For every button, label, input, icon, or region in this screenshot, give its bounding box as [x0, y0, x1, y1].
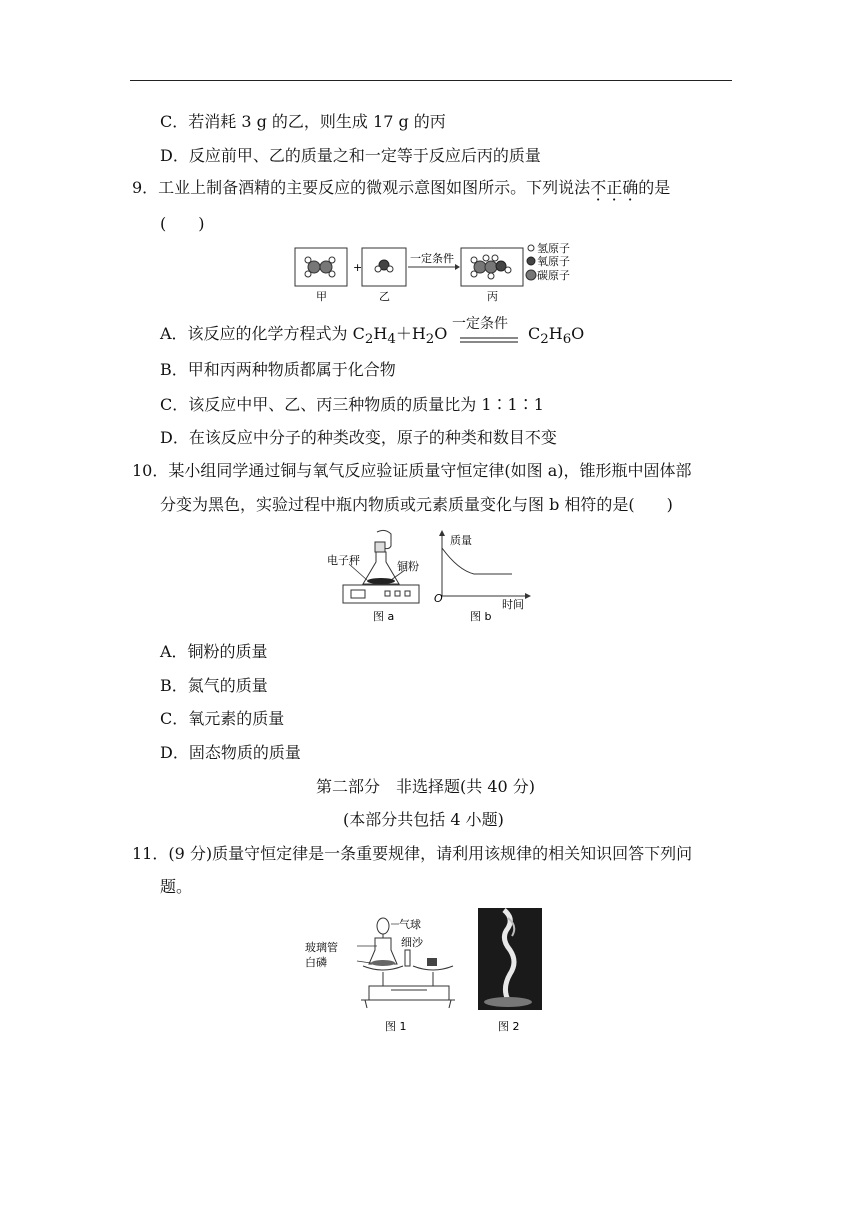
q11-figure-2-photo	[478, 908, 544, 1038]
caption-jia: 甲	[316, 290, 327, 303]
q9-molecule-diagram	[290, 240, 580, 304]
q10-option-a: A．铜粉的质量	[160, 642, 268, 661]
sub: 2	[540, 332, 549, 348]
condition-label: 一定条件	[410, 252, 454, 265]
mass-curve	[442, 548, 512, 574]
q9-option-b: B．甲和丙两种物质都属于化合物	[160, 360, 396, 379]
q9-stem	[132, 178, 670, 198]
fig-a-caption: 图 a	[373, 610, 395, 623]
q10-figure-a	[325, 528, 435, 628]
water-molecule	[375, 260, 393, 272]
balance-base-icon	[369, 986, 449, 1000]
q10-option-c: C．氧元素的质量	[160, 709, 285, 728]
legend-carbon: 碳原子	[537, 269, 570, 282]
header-rule	[130, 80, 732, 81]
right-pan-icon	[413, 966, 453, 970]
ash-pile-icon	[484, 997, 532, 1007]
fig1-caption: 图 1	[385, 1020, 407, 1033]
sub: 2	[364, 332, 374, 348]
q9-a-h6: H	[548, 324, 563, 343]
caption-bing: 丙	[487, 290, 498, 303]
powder-label: 铜粉	[397, 560, 419, 573]
legend-oxygen: 氧原子	[537, 255, 570, 268]
balloon-icon	[377, 918, 389, 934]
q9-option-a	[160, 324, 447, 350]
origin-label: O	[434, 592, 443, 605]
x-axis-label: 时间	[502, 598, 524, 611]
sand-label: 细沙	[401, 936, 423, 949]
q10-figure-b-chart	[432, 530, 542, 628]
q9-emph-2: 正	[606, 178, 623, 197]
ethylene-molecule	[305, 257, 335, 277]
q9-option-c: C．该反应中甲、乙、丙三种物质的质量比为 1∶1∶1	[160, 395, 544, 414]
part2-subtitle: (本部分共包括 4 小题)	[343, 810, 504, 829]
q9-answer-paren: ( )	[160, 214, 205, 233]
q10-option-b: B．氮气的质量	[160, 676, 268, 695]
scale-label: 电子秤	[327, 554, 360, 567]
legend-hydrogen-icon	[528, 245, 534, 251]
q9-a-condition: 一定条件	[452, 316, 508, 332]
q9-a-plus: ＋H	[395, 324, 426, 343]
left-pan-icon	[363, 966, 403, 970]
legend-hydrogen: 氢原子	[537, 242, 570, 255]
stopper-icon	[375, 542, 385, 552]
q10-option-d: D．固态物质的质量	[160, 743, 301, 762]
fig-b-caption: 图 b	[470, 610, 492, 623]
q9-a-o: O	[434, 324, 448, 343]
equals-sign	[460, 336, 520, 344]
q9-a-text: A．该反应的化学方程式为 C	[160, 324, 365, 343]
q11-figure-1	[305, 916, 455, 1038]
q9-a-c: C	[528, 324, 541, 343]
q9-a-product	[528, 324, 584, 350]
caption-yi: 乙	[379, 290, 390, 303]
q11-stem-1: 11．(9 分)质量守恒定律是一条重要规律，请利用该规律的相关知识回答下列问	[132, 844, 693, 863]
legend-oxygen-icon	[527, 257, 535, 265]
sub: 2	[425, 332, 435, 348]
q11-stem-2: 题。	[160, 877, 193, 896]
q10-stem-2: 分变为黑色，实验过程中瓶内物质或元素质量变化与图 b 相符的是( )	[160, 495, 673, 514]
q8-option-c: C．若消耗 3 g 的乙，则生成 17 g 的丙	[160, 112, 446, 131]
tube-label: 玻璃管	[305, 941, 338, 954]
q9-stem-b: 的是	[638, 178, 671, 197]
q10-stem-1: 10．某小组同学通过铜与氧气反应验证质量守恒定律(如图 a)，锥形瓶中固体部	[132, 461, 692, 480]
q9-emph-3: 确	[622, 178, 639, 197]
ethanol-molecule	[471, 255, 511, 279]
legend-carbon-icon	[526, 270, 536, 280]
q9-a-h: H	[373, 324, 388, 343]
q8-option-d: D．反应前甲、乙的质量之和一定等于反应后丙的质量	[160, 146, 541, 165]
phosphorus-label: 白磷	[305, 956, 327, 969]
plus-sign: +	[353, 261, 363, 274]
part2-title: 第二部分 非选择题(共 40 分)	[316, 777, 536, 796]
sub: 6	[562, 332, 572, 348]
q9-emph-1: 不	[590, 178, 607, 197]
fig2-caption: 图 2	[498, 1020, 520, 1033]
y-axis-label: 质量	[450, 534, 472, 547]
sub: 4	[387, 332, 396, 348]
scale-icon	[343, 585, 419, 603]
copper-powder-icon	[367, 578, 395, 584]
q9-a-o2: O	[571, 324, 585, 343]
q9-stem-a: 9．工业上制备酒精的主要反应的微观示意图如图所示。下列说法	[132, 178, 591, 197]
balloon-label: 气球	[399, 918, 421, 931]
q9-option-d: D．在该反应中分子的种类改变，原子的种类和数目不变	[160, 428, 557, 447]
arrow-head	[455, 264, 460, 270]
